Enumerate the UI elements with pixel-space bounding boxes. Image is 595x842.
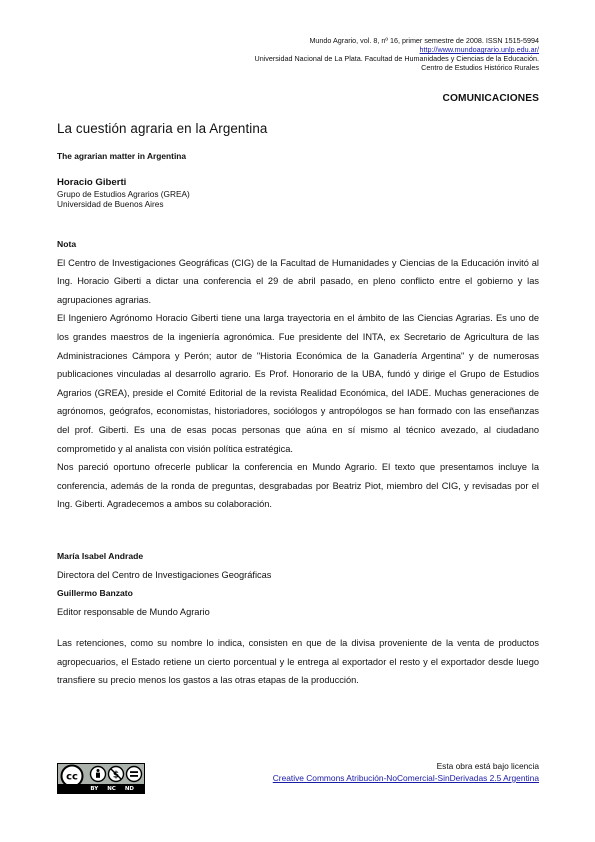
signatures bbox=[57, 547, 539, 621]
cc-icon bbox=[62, 766, 83, 787]
cc-badge-icons bbox=[58, 764, 146, 786]
article-subtitle: The agrarian matter in Argentina bbox=[57, 151, 187, 161]
note-heading: Nota bbox=[57, 239, 77, 249]
svg-text:$: $ bbox=[112, 770, 120, 781]
closing-paragraph: Las retenciones, como su nombre lo indica, consisten en que de la divisa proveniente de la venta de productos agropecuarios, el Estado retiene un cierto porcentual y le entrega al exportador el resto y el exportador desde luego transfiere su precio menos los gastos a las otras etapas de la producción. bbox=[57, 638, 539, 686]
author-block bbox=[57, 176, 357, 209]
by-person-icon bbox=[91, 767, 106, 782]
signature-name-2: Guillermo Banzato bbox=[57, 588, 133, 599]
author-affiliation-group: Grupo de Estudios Agrarios (GREA) bbox=[57, 189, 190, 199]
license-footer bbox=[179, 760, 539, 784]
cc-label-nc: NC bbox=[107, 785, 116, 792]
note-paragraph-3: Nos pareció oportuno ofrecerle publicar la conferencia en Mundo Agrario. El texto que presentamos incluye la conferencia, además de la ronda de preguntas, desgrabadas por Beatriz Piot, miembro del CIG, y revisadas por el Ing. Giberti. Agradecemos a ambos su colaboración. bbox=[57, 462, 539, 510]
note-paragraph-2: El Ingeniero Agrónomo Horacio Giberti tiene una larga trayectoria en el ámbito de las Ciencias Agrarias. Es uno de los grandes maestros de la ingeniería agronómica. Fue presidente del INTA, ex Secretario de Agricultura de las Administraciones Cámpora y Perón; autor de "Historia Económica de la Ganadería Argentina" y de numerosas publicaciones vinculadas al desarrollo agrario. Es Prof. Honorario de la UBA, fundó y dirige el Grupo de Estudios Agrarios (GREA), preside el Comité Editorial de la revista Realidad Económica, del IADE. Muchas generaciones de agrónomos, geógrafos, economistas, historiadores, sociólogos y antropólogos se han formado con las enseñanzas del prof. Giberti. Es una de esas pocas personas que aúna en sí mismo al técnico avezado, al ciudadano comprometido y al analista con visión política estratégica. bbox=[57, 313, 539, 454]
license-intro: Esta obra está bajo licencia bbox=[436, 761, 539, 771]
author-name: Horacio Giberti bbox=[57, 177, 127, 188]
section-label: COMUNICACIONES bbox=[442, 93, 539, 104]
journal-university: Universidad Nacional de La Plata. Facultad de Humanidades y Ciencias de la Educación. bbox=[254, 54, 539, 63]
author-affiliation-university: Universidad de Buenos Aires bbox=[57, 199, 164, 209]
note-paragraph-1: El Centro de Investigaciones Geográficas (CIG) de la Facultad de Humanidades y Ciencias de la Educación invitó al Ing. Horacio Giberti a dictar una conferencia el 29 de abril pasado, en pleno conflicto entre el gobierno y las agrupaciones agrarias. bbox=[57, 257, 539, 305]
license-link[interactable]: Creative Commons Atribución-NoComercial-SinDerivadas 2.5 Argentina bbox=[272, 773, 539, 783]
closing-text bbox=[57, 634, 539, 690]
svg-text:cc: cc bbox=[66, 771, 78, 783]
nd-equals-icon bbox=[127, 767, 142, 782]
note-body bbox=[57, 235, 539, 514]
signature-role-2: Editor responsable de Mundo Agrario bbox=[57, 606, 210, 617]
cc-label-by: BY bbox=[90, 785, 99, 792]
nc-dollar-icon bbox=[109, 767, 124, 782]
journal-header bbox=[119, 36, 539, 72]
signature-role-1: Directora del Centro de Investigaciones Geográficas bbox=[57, 569, 272, 580]
journal-center: Centro de Estudios Histórico Rurales bbox=[421, 63, 539, 72]
journal-citation: Mundo Agrario, vol. 8, nº 16, primer semestre de 2008. ISSN 1515-5994 bbox=[309, 36, 539, 45]
cc-label-nd: ND bbox=[124, 785, 134, 792]
cc-license-badge[interactable] bbox=[57, 763, 145, 794]
signature-name-1: María Isabel Andrade bbox=[57, 551, 144, 561]
article-title: La cuestión agraria en la Argentina bbox=[57, 121, 268, 136]
cc-badge-labels bbox=[58, 784, 144, 793]
journal-url-link[interactable]: http://www.mundoagrario.unlp.edu.ar/ bbox=[419, 45, 539, 54]
